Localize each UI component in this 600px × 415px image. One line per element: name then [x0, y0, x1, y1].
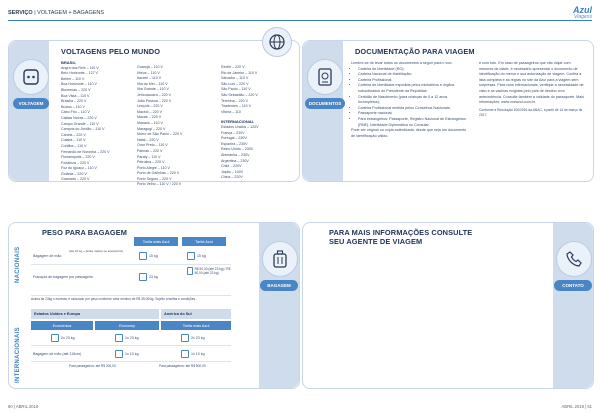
- contato-pill: CONTATO: [554, 280, 592, 291]
- nac-row-1-value2: 10 kg: [197, 254, 206, 258]
- int-header-mais-azul: Tarifa mais Azul: [161, 321, 231, 330]
- voltage-item: Goiânia – 220 V: [61, 171, 87, 176]
- bagagem-card: [8, 222, 300, 389]
- voltage-item: Belém – 110 V: [61, 76, 85, 81]
- voltage-item: Ilha Grande – 110 V: [137, 87, 169, 92]
- voltage-item: Búzios – 110 V: [61, 104, 85, 109]
- voltage-item: Porto Alegre – 110 V: [137, 165, 170, 170]
- voltage-item-international: Chile – 220V: [221, 164, 242, 169]
- kg-icon: [51, 334, 59, 342]
- documento-item: • Certidão de Nascimento (para crianças de 0 a 12 anos incompletos);: [358, 95, 469, 106]
- documento-item: • Carteira de Identidade expedida pelos ministérios e órgãos subordinados do Presidente da República;: [358, 83, 469, 94]
- documentacao-body: [351, 61, 469, 139]
- internacionais-label: INTERNACIONAIS: [15, 327, 21, 383]
- documentacao-intro: Lembre-se de levar todos os documentos a seguir para o voo:: [351, 61, 453, 65]
- int-row-2-v1: [115, 347, 139, 361]
- nac-row-2-label: Franquia de bagagem por passageiro: [33, 275, 93, 279]
- documento-item: • Carteira de Identidade (RG);: [358, 67, 469, 73]
- voltage-item: Manaus – 110 V: [137, 120, 163, 125]
- int-header-economica: Econômica: [31, 321, 93, 330]
- int-row-1-v1: [51, 331, 75, 345]
- brand-sub: Viagens: [574, 14, 592, 20]
- nac-row-1-label: Bagagem de mão: [33, 254, 62, 258]
- documento-item: • Para estrangeiros: Passaporte, Registro Nacional de Estrangeiros (RNE), Identidade Diplomática ou Consular.: [358, 117, 469, 128]
- voltage-item: Ouro Preto – 110 V: [137, 143, 168, 148]
- brasil-list-3: [221, 65, 296, 115]
- kg-icon: [139, 252, 147, 260]
- kg-icon: [139, 273, 147, 281]
- int-header-economy: Economy: [95, 321, 159, 330]
- int-row-1-v2: [115, 331, 139, 345]
- voltage-item: Ilha do Mel – 110 V: [137, 81, 168, 86]
- brand-logo: [573, 6, 592, 20]
- voltage-item: Paraty – 110 V: [137, 154, 161, 159]
- voltage-col-2: [137, 65, 217, 188]
- voltage-item: Palmas – 220 V: [137, 148, 163, 153]
- voltage-item: Recife – 220 V: [221, 65, 245, 69]
- documento-item: • Carteira Profissional emitida pelos Conselhos Nacionais;: [358, 106, 469, 112]
- voltage-item: Teresina – 220 V: [221, 98, 248, 103]
- documento-item: • Passaporte nacional;: [358, 111, 469, 117]
- brasil-heading: BRASIL: [61, 60, 76, 65]
- voltage-item: Campo Grande – 110 V: [61, 121, 99, 126]
- documentacao-right-col: [479, 61, 585, 119]
- footer-left: 60 | ABRIL 2019: [8, 404, 39, 409]
- voltage-item: Ilhéus – 110 V: [137, 70, 160, 75]
- voltage-item: Natal – 220 V: [137, 137, 159, 142]
- internacional-list: [221, 125, 296, 181]
- voltage-item: São Sebastião – 220 V: [221, 92, 258, 97]
- documentos-list: [351, 67, 469, 129]
- voltage-item: Blumenau – 220 V: [61, 87, 91, 92]
- plug-icon: [13, 59, 49, 95]
- documentacao-right-text: e com foto. Em caso de passageiros que vão viajar com menores de idade, é necessário apresentar o documento de identificação do menor e sua autorização de viagem. Confira a lista completa e as regras no site da Azul para a viagem sem surpresas. Para voos internacionais, verifique a necessidade de visto e as vacinas exigidas pelo país de destino com antecedência. Consulte também a validade do passaporte. Mais informações: www.voeazul.com.br.: [479, 61, 584, 105]
- nac-header-mais-azul: Tarifa mais Azul: [134, 237, 178, 246]
- voltage-item: Campos do Jordão – 110 V: [61, 127, 105, 132]
- voltagens-card: [8, 40, 300, 187]
- documentos-pill: DOCUMENTOS: [305, 98, 345, 109]
- voltage-item: Belo Horizonte – 127 V: [61, 71, 98, 76]
- voltage-item: Boa Horizonte – 110 V: [61, 82, 97, 87]
- brand-main: Azul: [573, 5, 592, 15]
- nac-note: Acima de 23kg o excesso é calculado por peso conforme valor mínimo de R$ 35,00/kg. Sujeito à tarifas e condições.: [31, 297, 196, 301]
- voltage-col-3: [221, 65, 296, 181]
- globe-icon: [262, 27, 292, 57]
- nac-row-2-value2: R$ 60,00 (até 23 kg) / R$ 60,00 (até 23 kg): [194, 267, 231, 276]
- int-row-1-value2: 1x 23 kg: [125, 336, 139, 340]
- footer-right: ABRIL 2019 | 61: [561, 404, 592, 409]
- voltage-item: Porto Seguro – 220 V: [137, 176, 172, 181]
- voltagens-title: VOLTAGENS PELO MUNDO: [61, 47, 161, 56]
- voltage-item-international: Estados Unidos – 120V: [221, 124, 259, 129]
- voltage-col-brasil: [61, 59, 131, 183]
- voltage-item-international: França – 230V: [221, 130, 245, 135]
- int-row-2-label: Bagagem de mão (até 115cm): [33, 352, 82, 356]
- voltage-item: Angra dos Reis – 110 V: [61, 65, 99, 70]
- voltage-item: Boa Vista – 110 V: [61, 93, 90, 98]
- documentacao-note: Conforme a Resolução 400/2016 da ANAC, a partir de 14 de março de 2017.: [479, 107, 583, 118]
- voltage-item: Fernando de Noronha – 220 V: [61, 149, 110, 154]
- documentacao-title: DOCUMENTAÇÃO PARA VIAGEM: [355, 47, 475, 56]
- voltage-item: Fortaleza – 220 V: [61, 160, 90, 165]
- phone-icon: [556, 241, 592, 277]
- voltage-item: João Pessoa – 220 V: [137, 98, 172, 103]
- voltage-item: Florianópolis – 220 V: [61, 155, 95, 160]
- nac-row-1-v1: [139, 248, 158, 264]
- kg-icon: [115, 334, 123, 342]
- voltage-item: São Paulo – 110 V: [221, 87, 251, 92]
- voltage-item-international: China – 220V: [221, 175, 243, 180]
- section-name: SERVIÇO: [8, 10, 33, 16]
- consulte-title: [329, 229, 472, 246]
- voltage-item: Jericoacoara – 220 V: [137, 92, 171, 97]
- voltage-item: Gramado – 220 V: [61, 177, 90, 182]
- voltage-item-international: Alemanha – 230V: [221, 152, 250, 157]
- voltage-item: Brasília – 220 V: [61, 99, 87, 104]
- kg-icon: [115, 350, 123, 358]
- int-note-1: Para passageiros: até R$ 200,00: [69, 364, 116, 368]
- voltage-item: Foz do Iguaçu – 110 V: [61, 166, 97, 171]
- nac-row-2-value1: 23 kg: [149, 275, 158, 279]
- voltage-item-international: Argentina – 230V: [221, 158, 249, 163]
- voltage-item: Rio de Janeiro – 110 V: [221, 70, 258, 75]
- voltage-item: Porto de Galinhas – 220 V: [137, 171, 180, 176]
- voltage-item: Curitiba – 110 V: [61, 143, 87, 148]
- int-note-2: Para passageiros: até R$ 500,00: [159, 364, 206, 368]
- voltage-item: Cabo Frio – 110 V: [61, 110, 90, 115]
- int-row-1-value1: 2x 23 kg: [61, 336, 75, 340]
- voltage-item-international: Portugal – 230V: [221, 136, 247, 141]
- voltage-item: Canela – 220 V: [61, 132, 86, 137]
- voltagem-pill: VOLTAGEM: [13, 98, 49, 109]
- voltage-item: Maceió – 220 V: [137, 109, 162, 114]
- voltage-item: Lençóis – 220 V: [137, 104, 163, 109]
- int-group-eua-europa: Estados Unidos e Europa: [31, 309, 159, 319]
- nac-row-2-v1: [139, 265, 158, 289]
- int-row-2-value1: 1x 10 kg: [125, 352, 139, 356]
- nac-row-1-value1: 10 kg: [149, 254, 158, 258]
- nac-row-1-detail: (até 10 kg + bolsa, laptop ou acessórios): [69, 249, 124, 253]
- voltage-item-international: Japão – 100V: [221, 169, 244, 174]
- kg-icon: [181, 350, 189, 358]
- voltage-item: Salvador – 110 V: [221, 76, 249, 81]
- voltage-item-international: Espanha – 230V: [221, 141, 248, 146]
- documento-item: • Carteira Profissional;: [358, 78, 469, 84]
- voltage-item: Morro de São Paulo – 220 V: [137, 132, 183, 137]
- documentacao-outro: Pode ser original ou cópia autenticada, desde que seja um documento de identificação válido.: [351, 128, 467, 138]
- voltage-item: Petrolina – 220 V: [137, 160, 165, 165]
- voltage-item: Itacaré – 110 V: [137, 76, 162, 81]
- section-subtitle: VOLTAGEM + BAGAGENS: [37, 10, 105, 16]
- consulte-title-line1: PARA MAIS INFORMAÇÕES CONSULTE: [329, 228, 473, 237]
- bagagem-title: PESO PARA BAGAGEM: [42, 228, 128, 237]
- header-divider: [8, 20, 592, 21]
- nac-row-2: [31, 265, 231, 296]
- nacionais-label: NACIONAIS: [15, 246, 21, 283]
- documentacao-card: [302, 40, 594, 182]
- documento-item: • Carteira Nacional de Habilitação;: [358, 72, 469, 78]
- voltage-item: São Luís – 220 V: [221, 81, 249, 86]
- int-row-2-v2: [181, 347, 205, 361]
- bagagem-pill: BAGAGEM: [260, 280, 298, 291]
- voltage-item: Tiradentes – 110 V: [221, 104, 251, 109]
- voltage-item: Maragogi – 220 V: [137, 126, 166, 131]
- section-header: [8, 10, 104, 16]
- kg-icon: [187, 267, 193, 275]
- passport-icon: [307, 59, 343, 95]
- int-row-1-v3: [181, 331, 205, 345]
- kg-icon: [181, 334, 189, 342]
- voltage-item: Porto Velho – 110 V / 220 V: [137, 182, 182, 187]
- voltage-item: Cuiabá – 110 V: [61, 138, 86, 143]
- nac-row-2-v2: [187, 267, 231, 275]
- brasil-list-2: [137, 65, 217, 188]
- int-row-1: [31, 331, 231, 346]
- internacional-heading: INTERNACIONAL: [221, 119, 255, 125]
- int-row-1-value3: 2x 23 kg: [191, 336, 205, 340]
- voltage-item: Vitória – 110: [221, 109, 241, 114]
- int-row-2-value2: 1x 10 kg: [191, 352, 205, 356]
- voltage-item: Guarujá – 110 V: [137, 65, 163, 69]
- consulte-card: [302, 222, 594, 389]
- voltage-item: Macaé – 220 V: [137, 115, 162, 120]
- kg-icon: [187, 252, 195, 260]
- consulte-title-line2: SEU AGENTE DE VIAGEM: [329, 236, 423, 246]
- voltage-item-international: Reino Unido – 230V: [221, 147, 254, 152]
- voltage-item: Caldas Novas – 220 V: [61, 115, 97, 120]
- nac-row-1-v2: [187, 248, 206, 264]
- brasil-list: [61, 66, 131, 183]
- nac-header-azul: Tarifa Azul: [182, 237, 226, 246]
- nac-row-1: [31, 248, 231, 265]
- int-group-america-sul: América do Sul: [161, 309, 231, 319]
- int-row-2: [31, 347, 231, 362]
- suitcase-icon: [262, 241, 298, 277]
- header-separator: |: [34, 10, 36, 16]
